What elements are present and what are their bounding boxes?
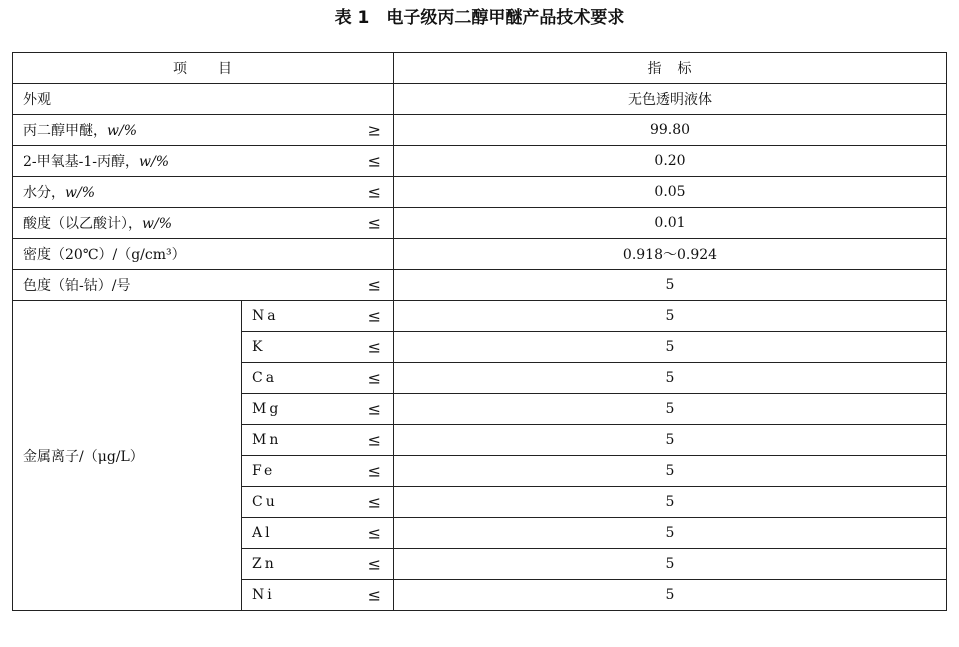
- table-row: [13, 146, 947, 177]
- comparison-sign: ≤: [367, 182, 381, 202]
- item-label: 密度（20℃）/（g/cm³）: [23, 247, 186, 263]
- comparison-sign: ≤: [367, 151, 381, 171]
- comparison-sign: ≤: [367, 585, 381, 605]
- item-cell: [13, 208, 394, 239]
- item-cell: [13, 239, 394, 270]
- ion-name: Ca: [252, 370, 278, 386]
- comparison-sign: ≤: [367, 337, 381, 357]
- ion-cell: [242, 301, 394, 332]
- spec-table-body: [13, 53, 947, 611]
- table-row: [13, 239, 947, 270]
- comparison-sign: ≤: [367, 523, 381, 543]
- item-cell: [13, 146, 394, 177]
- table-title: 表 1 电子级丙二醇甲醚产品技术要求: [334, 8, 625, 28]
- table-row: [13, 270, 947, 301]
- table-row: [13, 301, 947, 332]
- spec-value: 0.01: [394, 208, 947, 239]
- ion-cell: [242, 332, 394, 363]
- ion-name: K: [252, 339, 266, 355]
- spec-value: 5: [394, 518, 947, 549]
- spec-value: 5: [394, 487, 947, 518]
- ion-cell: [242, 394, 394, 425]
- comparison-sign: ≥: [367, 120, 381, 140]
- ion-name: Na: [252, 308, 279, 324]
- item-label: 2-甲氧基-1-丙醇，: [23, 154, 140, 170]
- item-unit: w/%: [139, 154, 170, 170]
- spec-value: 0.05: [394, 177, 947, 208]
- table-row: [13, 115, 947, 146]
- ion-cell: [242, 518, 394, 549]
- item-label: 水分，: [23, 185, 65, 201]
- spec-table: [12, 52, 947, 611]
- table-row: [13, 208, 947, 239]
- comparison-sign: ≤: [367, 213, 381, 233]
- spec-value: 5: [394, 394, 947, 425]
- ion-cell: [242, 549, 394, 580]
- comparison-sign: ≤: [367, 430, 381, 450]
- comparison-sign: ≤: [367, 306, 381, 326]
- spec-value: 5: [394, 301, 947, 332]
- header-row: [13, 53, 947, 84]
- ion-name: Zn: [252, 556, 277, 572]
- spec-value: 5: [394, 456, 947, 487]
- header-spec: 指 标: [394, 53, 947, 84]
- spec-value: 5: [394, 332, 947, 363]
- ion-name: Ni: [252, 587, 275, 603]
- header-item: 项 目: [13, 53, 394, 84]
- ion-cell: [242, 456, 394, 487]
- item-label: 色度（铂-钴）/号: [23, 278, 131, 294]
- ion-name: Mn: [252, 432, 282, 448]
- ion-name: Mg: [252, 401, 282, 417]
- spec-value: 0.918～0.924: [394, 239, 947, 270]
- comparison-sign: ≤: [367, 492, 381, 512]
- ion-cell: [242, 580, 394, 611]
- spec-value: 5: [394, 363, 947, 394]
- table-row: [13, 84, 947, 115]
- spec-value: 无色透明液体: [394, 84, 947, 115]
- spec-value: 5: [394, 425, 947, 456]
- comparison-sign: ≤: [367, 554, 381, 574]
- ion-cell: [242, 363, 394, 394]
- item-label: 酸度（以乙酸计），: [23, 216, 142, 232]
- ion-name: Al: [252, 525, 273, 541]
- item-label: 外观: [23, 92, 51, 108]
- ion-name: Fe: [252, 463, 276, 479]
- item-cell: [13, 84, 394, 115]
- metal-ion-label: 金属离子/（μg/L）: [13, 301, 242, 611]
- item-unit: w/%: [107, 123, 138, 139]
- item-cell: [13, 177, 394, 208]
- ion-name: Cu: [252, 494, 278, 510]
- spec-value: 99.80: [394, 115, 947, 146]
- table-row: [13, 177, 947, 208]
- item-unit: w/%: [65, 185, 96, 201]
- ion-cell: [242, 425, 394, 456]
- item-unit: w/%: [142, 216, 173, 232]
- spec-value: 5: [394, 270, 947, 301]
- comparison-sign: ≤: [367, 399, 381, 419]
- item-label: 丙二醇甲醚，: [23, 123, 107, 139]
- item-cell: [13, 270, 394, 301]
- comparison-sign: ≤: [367, 275, 381, 295]
- comparison-sign: ≤: [367, 461, 381, 481]
- ion-cell: [242, 487, 394, 518]
- item-cell: [13, 115, 394, 146]
- spec-value: 5: [394, 549, 947, 580]
- spec-value: 0.20: [394, 146, 947, 177]
- comparison-sign: ≤: [367, 368, 381, 388]
- spec-value: 5: [394, 580, 947, 611]
